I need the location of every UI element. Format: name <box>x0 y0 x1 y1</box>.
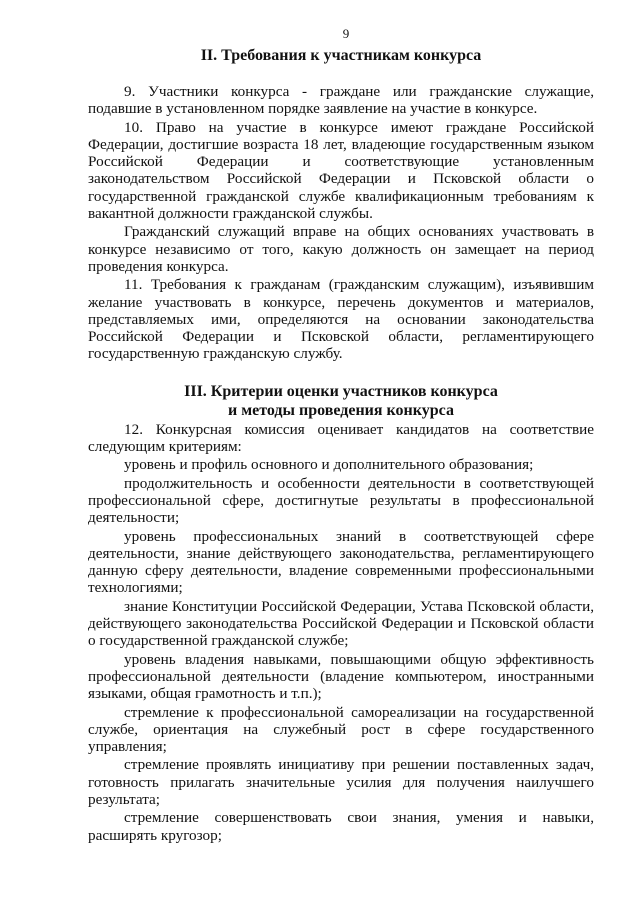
paragraph-11: 11. Требования к гражданам (гражданским служащим), изъявившим желание участвовать в конкурсе, перечень документов и материалов, представляемых ими, определяются на основании законодательства Российской Федерации и Псковской области, регламентирующего государственную гражданскую службу. <box>88 276 594 363</box>
criterion-education: уровень и профиль основного и дополнительного образования; <box>124 456 534 474</box>
criterion-skills: уровень владения навыками, повышающими общую эффективность профессиональной деятельности (владение компьютером, иностранными языками, общая грамотность и т.п.); <box>88 650 594 703</box>
paragraph-12: 12. Конкурсная комиссия оценивает кандидатов на соответствие следующим критериям: <box>88 420 594 456</box>
criterion-self-improvement: стремление совершенствовать свои знания, умения и навыки, расширять кругозор; <box>88 809 594 844</box>
criterion-self-realization: стремление к профессиональной самореализации на государственной службе, ориентация на служебный рост в сфере государственного управления; <box>88 703 594 756</box>
criterion-initiative: стремление проявлять инициативу при решении поставленных задач, готовность прилагать значительные усилия для получения наилучшего результата; <box>88 756 594 808</box>
paragraph-9: 9. Участники конкурса - граждане или гражданские служащие, подавшие в установленном порядке заявление на участие в конкурсе. <box>88 83 594 118</box>
section-3-heading-line-2: и методы проведения конкурса <box>228 401 454 419</box>
criterion-experience: продолжительность и особенности деятельности в соответствующей профессиональной сфере, достигнутые результаты в профессиональной деятельности; <box>88 474 594 527</box>
page-number: 9 <box>342 26 350 41</box>
section-3-heading-line-1: III. Критерии оценки участников конкурса <box>184 382 498 400</box>
paragraph-civil-servant: Гражданский служащий вправе на общих основаниях участвовать в конкурсе независимо от того, какую должность он замещает на период проведения конкурса. <box>88 223 594 275</box>
criterion-professional-knowledge: уровень профессиональных знаний в соответствующей сфере деятельности, знание действующего законодательства, регламентирующего данную сферу деятельности, владение современными профессиональными технологиями; <box>88 527 594 597</box>
criterion-legal-knowledge: знание Конституции Российской Федерации, Устава Псковской области, действующего законодательства Российской Федерации и Псковской области о государственной гражданской службе; <box>88 597 594 650</box>
section-2-heading: II. Требования к участникам конкурса <box>200 47 482 64</box>
paragraph-10: 10. Право на участие в конкурсе имеют граждане Российской Федерации, достигшие возраста 18 лет, владеющие государственным языком Российской Федерации и соответствующие установленным законодательством Российской Федерации и Псковской области о государственной гражданской службе квалификационным требованиям к вакантной должности гражданской службы. <box>88 118 594 223</box>
